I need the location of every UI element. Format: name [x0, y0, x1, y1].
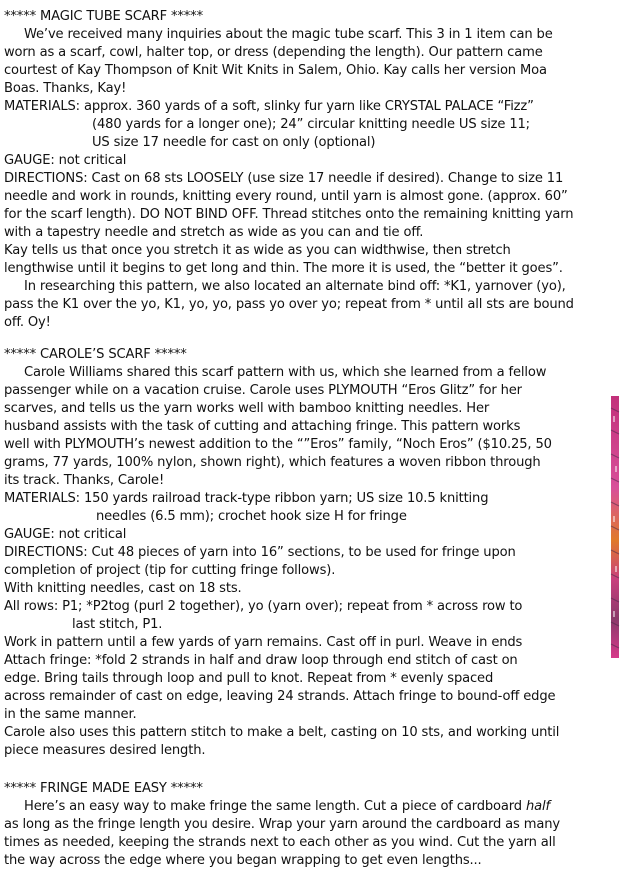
directions-line: With knitting needles, cast on 18 sts. — [4, 581, 242, 596]
paragraph-line: husband assists with the task of cutting and attaching fringe. This pattern works — [4, 419, 521, 434]
paragraph-line: Carole Williams shared this scarf pattern with us, which she learned from a fellow — [24, 365, 547, 380]
paragraph-line: We’ve received many inquiries about the magic tube scarf. This 3 in 1 item can be — [24, 27, 553, 42]
paragraph-line: Attach fringe: *fold 2 strands in half and draw loop through end stitch of cast on — [4, 653, 518, 668]
paragraph-line: Boas. Thanks, Kay! — [4, 81, 127, 96]
paragraph-line: in the same manner. — [4, 707, 137, 722]
paragraph-line: passenger while on a vacation cruise. Carole uses PLYMOUTH “Eros Glitz” for her — [4, 383, 522, 398]
paragraph-line: courtest of Kay Thompson of Knit Wit Knits in Salem, Ohio. Kay calls her version Moa — [4, 63, 547, 78]
paragraph-line: across remainder of cast on edge, leaving 24 strands. Attach fringe to bound-off edge — [4, 689, 556, 704]
paragraph-line: Carole also uses this pattern stitch to make a belt, casting on 10 sts, and working until — [4, 725, 560, 740]
directions-line: DIRECTIONS: Cut 48 pieces of yarn into 16” sections, to be used for fringe upon — [4, 545, 516, 560]
paragraph-line: edge. Bring tails through loop and pull to knot. Repeat from * evenly spaced — [4, 671, 494, 686]
caroles-scarf-section — [4, 346, 559, 760]
paragraph-line: Kay tells us that once you stretch it as wide as you can widthwise, then stretch — [4, 243, 511, 258]
rows-line: last stitch, P1. — [72, 617, 163, 632]
paragraph-text: Here’s an easy way to make fringe the same length. Cut a piece of cardboard — [24, 799, 526, 814]
ribbon-yarn-photo-icon — [608, 396, 622, 658]
materials-line: US size 17 needle for cast on only (optional) — [92, 135, 376, 150]
directions-line: completion of project (tip for cutting fringe follows). — [4, 563, 336, 578]
emphasis-text: half — [525, 799, 550, 814]
section-title: ***** MAGIC TUBE SCARF ***** — [4, 9, 203, 24]
paragraph-line: In researching this pattern, we also located an alternate bind off: *K1, yarnover (yo), — [24, 279, 566, 294]
magic-tube-scarf-section — [4, 8, 574, 332]
paragraph-line: off. Oy! — [4, 315, 51, 330]
materials-line: MATERIALS: 150 yards railroad track-type ribbon yarn; US size 10.5 knitting — [4, 491, 489, 506]
paragraph-line: the way across the edge where you began wrapping to get even lengths... — [4, 853, 482, 868]
directions-line: for the scarf length). DO NOT BIND OFF. Thread stitches onto the remaining knitting yarn — [4, 207, 574, 222]
paragraph-line: as long as the fringe length you desire. Wrap your yarn around the cardboard as many — [4, 817, 560, 832]
fringe-made-easy-section — [4, 780, 560, 870]
directions-line: with a tapestry needle and stretch as wide as you can and tie off. — [4, 225, 424, 240]
gauge-line: GAUGE: not critical — [4, 153, 127, 168]
paragraph-line: piece measures desired length. — [4, 743, 206, 758]
paragraph-line: Work in pattern until a few yards of yarn remains. Cast off in purl. Weave in ends — [4, 635, 523, 650]
directions-line: needle and work in rounds, knitting every round, until yarn is almost gone. (approx. 60” — [4, 189, 568, 204]
paragraph-line: well with PLYMOUTH’s newest addition to the “”Eros” family, “Noch Eros” ($10.25, 50 — [4, 437, 552, 452]
paragraph-line: times as needed, keeping the strands next to each other as you wind. Cut the yarn all — [4, 835, 556, 850]
gauge-line: GAUGE: not critical — [4, 527, 127, 542]
paragraph-line: lengthwise until it begins to get long and thin. The more it is used, the “better it goes”. — [4, 261, 563, 276]
section-title: ***** CAROLE’S SCARF ***** — [4, 347, 187, 362]
paragraph-line: grams, 77 yards, 100% nylon, shown right), which features a woven ribbon through — [4, 455, 541, 470]
directions-line: DIRECTIONS: Cast on 68 sts LOOSELY (use size 17 needle if desired). Change to size 11 — [4, 171, 564, 186]
paragraph-line: its track. Thanks, Carole! — [4, 473, 165, 488]
section-title: ***** FRINGE MADE EASY ***** — [4, 781, 203, 796]
paragraph-line: pass the K1 over the yo, K1, yo, yo, pass yo over yo; repeat from * until all sts are bound — [4, 297, 574, 312]
materials-line: MATERIALS: approx. 360 yards of a soft, slinky fur yarn like CRYSTAL PALACE “Fizz” — [4, 99, 534, 114]
paragraph-line — [4, 798, 560, 816]
materials-line: needles (6.5 mm); crochet hook size H for fringe — [96, 509, 407, 524]
document-page — [4, 0, 634, 888]
rows-line: All rows: P1; *P2tog (purl 2 together), yo (yarn over); repeat from * across row to — [4, 599, 523, 614]
paragraph-line: worn as a scarf, cowl, halter top, or dress (depending the length). Our pattern came — [4, 45, 543, 60]
paragraph-line: scarves, and tells us the yarn works well with bamboo knitting needles. Her — [4, 401, 490, 416]
materials-line: (480 yards for a longer one); 24” circular knitting needle US size 11; — [92, 117, 530, 132]
